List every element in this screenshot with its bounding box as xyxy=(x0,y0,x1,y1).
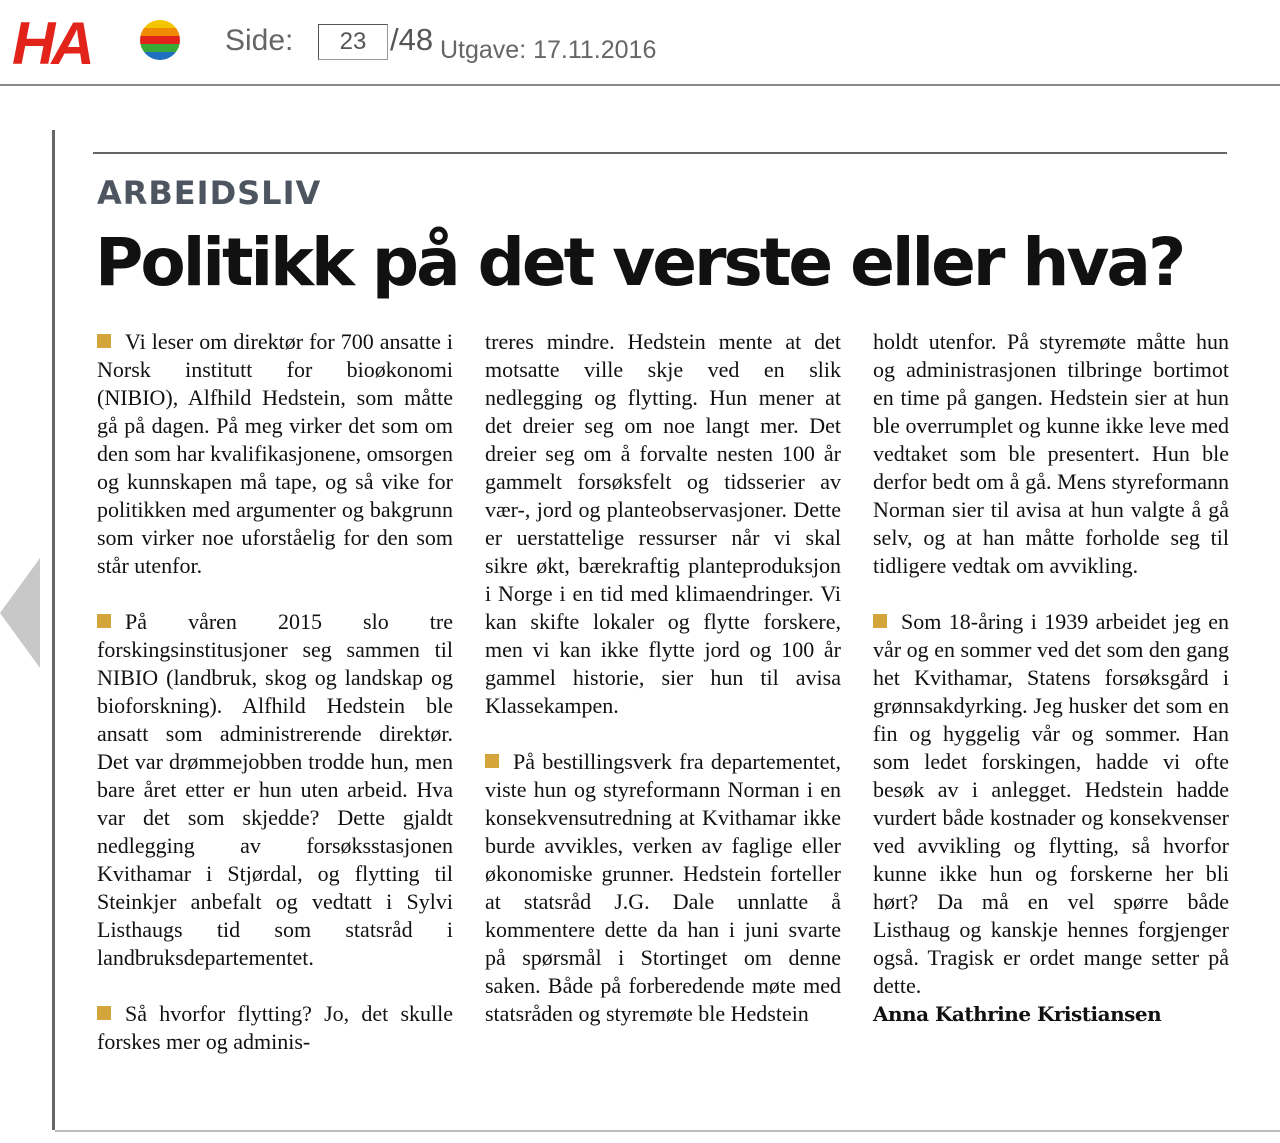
paragraph xyxy=(97,608,453,972)
byline: Anna Kathrine Kristiansen xyxy=(873,1002,1162,1026)
bullet-icon xyxy=(97,614,111,628)
paragraph xyxy=(97,1000,453,1056)
paragraph-text: Vi leser om direktør for 700 ansatte i Norsk institutt for bioøkonomi (NIBIO), Alfhild Hedstein, som måtte gå på dagen. På meg virker det som om den som har kvalifikasjonene, omsorgen og kunnskapen må tape, og så vike for politikken med argumenter og bakgrunn som virker noe uforståelig for den som står utenfor. xyxy=(97,329,453,578)
page-label: Side: xyxy=(225,24,294,57)
paragraph xyxy=(485,748,841,1028)
bottom-divider xyxy=(55,1130,1280,1132)
triangle-left-icon xyxy=(0,558,40,668)
page-total: /48 xyxy=(390,22,434,57)
logo-text: HA xyxy=(12,10,91,77)
logo[interactable] xyxy=(12,10,172,77)
headline: Politikk på det verste eller hva? xyxy=(95,224,1184,301)
paragraph xyxy=(873,608,1229,1000)
bullet-icon xyxy=(873,614,887,628)
page-number-input[interactable] xyxy=(318,24,388,60)
section-label: ARBEIDSLIV xyxy=(97,174,322,212)
column-2 xyxy=(485,328,841,1056)
column-1 xyxy=(97,328,453,1084)
bullet-icon xyxy=(97,1006,111,1020)
paragraph-text: holdt utenfor. På styremøte måtte hun og administrasjonen tilbringe bortimot en time på gangen. Hedstein sier at hun ble overrumplet og kunne ikke leve med vedtaket som ble presentert. Hun ble derfor bedt om å gå. Mens styreformann Norman sier til avisa at hun valgte å gå selv, og at han måtte forholde seg til tidligere vedtak om avvikling. xyxy=(873,329,1229,578)
paragraph xyxy=(97,328,453,580)
paragraph-text: På våren 2015 slo tre forskingsinstitusjoner seg sammen til NIBIO (landbruk, skog og landskap og bioforskning). Alfhild Hedstein ble ansatt som administrerende direktør. Det var drømmejobben trodde hun, men bare året etter er hun uten arbeid. Hva var det som skjedde? Dette gjaldt nedlegging av forsøksstasjonen Kvithamar i Stjørdal, og flytting til Steinkjer anbefalt og vedtatt i Sylvi Listhaugs tid som statsråd i landbruksdepartementet. xyxy=(97,609,453,970)
bullet-icon xyxy=(97,334,111,348)
bullet-icon xyxy=(485,754,499,768)
paragraph xyxy=(485,328,841,720)
top-bar xyxy=(0,0,1280,86)
article-panel xyxy=(52,130,1272,1130)
paragraph-text: På bestillingsverk fra departementet, viste hun og styreformann Norman i en konsekvensutredning at Kvithamar ikke burde avvikles, verken av faglige eller økonomiske grunner. Hedstein forteller at statsråd J.G. Dale unnlatte å kommentere dette da han i juni svarte på spørsmål i Stortinget om denne saken. Både på forberedende møte med statsråden og styremøte ble Hedstein xyxy=(485,749,841,1026)
previous-page-button[interactable] xyxy=(0,558,40,668)
edition-date: Utgave: 17.11.2016 xyxy=(440,36,657,64)
paragraph-text: Som 18-åring i 1939 arbeidet jeg en vår og en sommer ved det som den gang het Kvithamar, Statens forsøksgård i grønnsakdyrking. Jeg husker det som en fin og hyggelig vår og sommer. Han som ledet forskingen, hadde vi ofte besøk av i anlegget. Hedstein hadde vurdert både kostnader og konsekvenser ved avvikling og flytting, så hvorfor kunne ikke hun og forskerne her bli hørt? Da må en vel spørre både Listhaug og kanskje hennes forgjenger også. Tragisk er ordet mange setter på dette. xyxy=(873,609,1229,998)
paragraph-text: treres mindre. Hedstein mente at det motsatte ville skje ved en slik nedlegging og flytting. Hun mener at det dreier seg om noe langt mer. Det dreier seg om å forvalte nesten 100 år gammelt forsøksfelt og tidsserier av vær-, jord og planteobservasjoner. Dette er uerstattelige ressurser når vi skal sikre økt, bærekraftig planteproduksjon i Norge i en tid med klimaendringer. Vi kan skifte lokaler og flytte forskere, men vi kan ikke flytte jord og 100 år gammel historie, sier hun til avisa Klassekampen. xyxy=(485,329,841,718)
paragraph xyxy=(873,328,1229,580)
column-3 xyxy=(873,328,1229,1028)
logo-ball-icon xyxy=(140,20,180,60)
top-divider xyxy=(93,152,1227,154)
paragraph-text: Så hvorfor flytting? Jo, det skulle forskes mer og adminis- xyxy=(97,1001,453,1054)
